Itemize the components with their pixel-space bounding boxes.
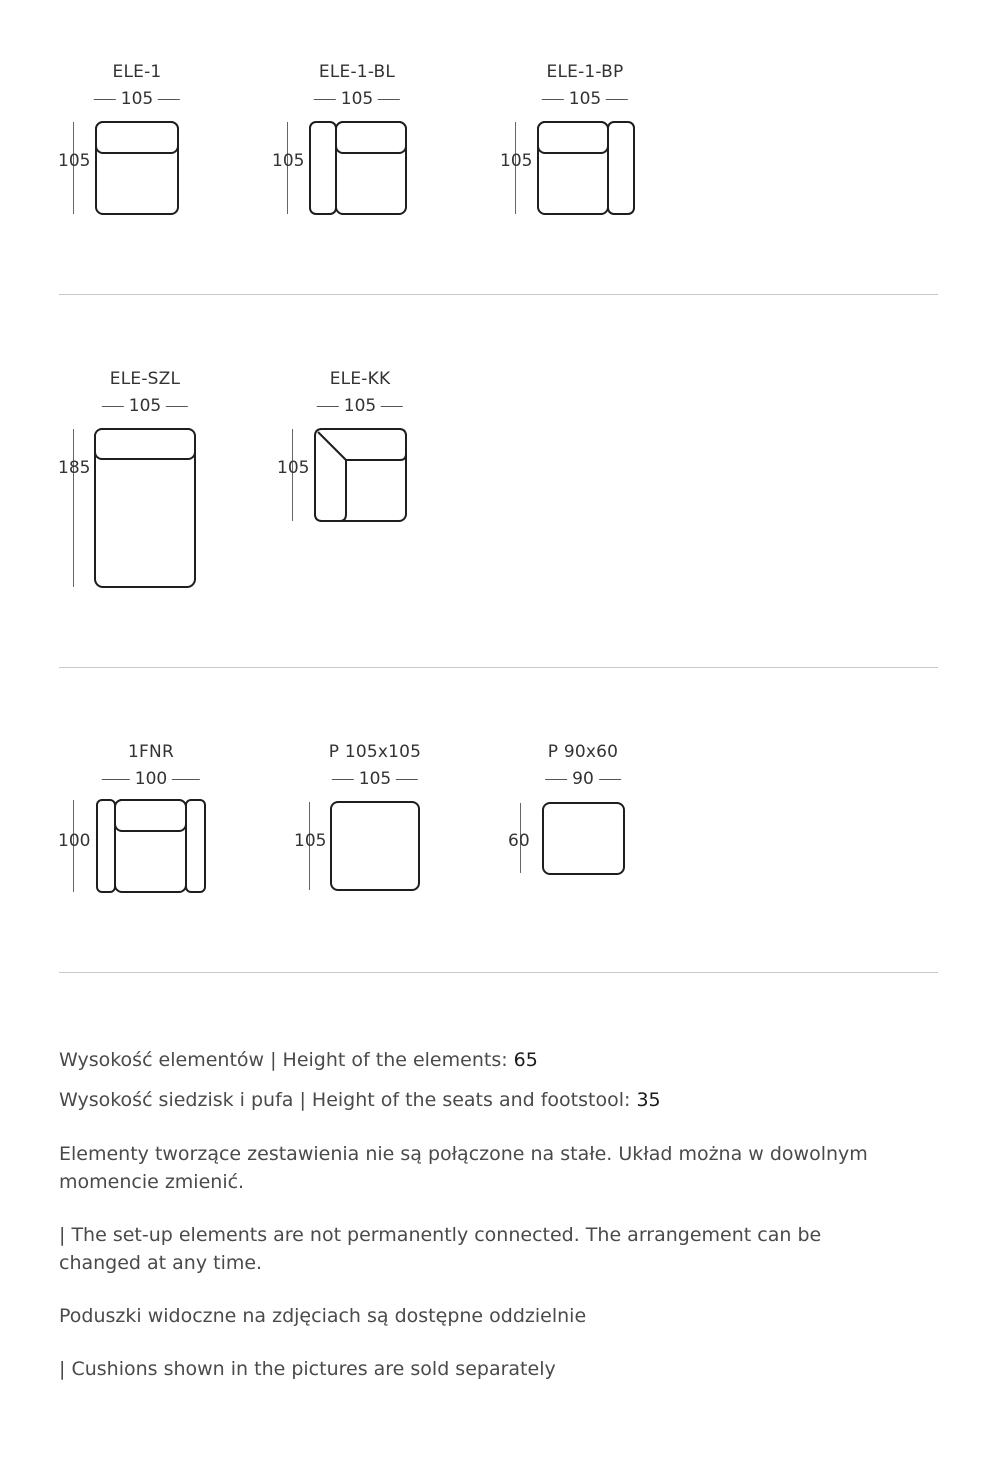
- module-1fnr: [97, 800, 205, 892]
- item-name-ele-1-bp: ELE-1-BP: [546, 62, 624, 82]
- height-seats-line: Wysokość siedzisk i pufa | Height of the seats and footstool: 35: [59, 1089, 661, 1111]
- note-english: | The set-up elements are not permanently connected. The arrangement can be changed at any time.: [59, 1224, 822, 1274]
- module-ele-szl: [95, 429, 195, 587]
- separator-1: [59, 294, 938, 295]
- depth-dimension-ele-1: 105: [58, 151, 91, 171]
- width-dimension-1fnr: 100: [102, 769, 200, 789]
- item-name-p-90x60: P 90x60: [547, 742, 619, 762]
- depth-dimension-p-105x105: 105: [294, 831, 327, 851]
- separator-3: [59, 972, 938, 973]
- cushions-polish: Poduszki widoczne na zdjęciach są dostępne oddzielnie: [59, 1305, 587, 1327]
- separator-2: [59, 667, 938, 668]
- cushions-english: | Cushions shown in the pictures are sold separately: [59, 1358, 556, 1380]
- item-name-ele-1: ELE-1: [112, 62, 162, 82]
- module-ele-1-bl: [310, 122, 406, 214]
- width-dimension-ele-1-bl: 105: [314, 89, 400, 109]
- note-polish: Elementy tworzące zestawienia nie są połączone na stałe. Układ można w dowolnym momencie zmienić.: [59, 1143, 868, 1193]
- depth-dimension-ele-kk: 105: [277, 458, 310, 478]
- seat-height-value: 35: [636, 1089, 661, 1111]
- depth-line-ele-szl: [73, 429, 74, 587]
- item-name-ele-kk: ELE-KK: [329, 369, 391, 389]
- item-name-1fnr: 1FNR: [128, 742, 174, 762]
- height-value: 65: [513, 1049, 538, 1071]
- depth-dimension-p-90x60: 60: [508, 831, 530, 851]
- module-p-105x105: [331, 802, 419, 890]
- height-elements-line: Wysokość elementów | Height of the elements: 65: [59, 1049, 538, 1071]
- width-dimension-ele-kk: 105: [317, 396, 403, 416]
- item-name-ele-1-bl: ELE-1-BL: [318, 62, 396, 82]
- module-ele-1: [96, 122, 178, 214]
- width-dimension-p-90x60: 90: [545, 769, 621, 789]
- width-dimension-ele-1: 105: [94, 89, 180, 109]
- module-ele-1-bp: [538, 122, 634, 214]
- item-name-p-105x105: P 105x105: [328, 742, 422, 762]
- depth-dimension-1fnr: 100: [58, 831, 91, 851]
- width-dimension-ele-1-bp: 105: [542, 89, 628, 109]
- depth-dimension-ele-1-bp: 105: [500, 151, 533, 171]
- depth-dimension-ele-1-bl: 105: [272, 151, 305, 171]
- module-ele-kk: [315, 429, 406, 521]
- width-dimension-ele-szl: 105: [102, 396, 188, 416]
- depth-dimension-ele-szl: 185: [58, 458, 91, 478]
- item-name-ele-szl: ELE-SZL: [109, 369, 181, 389]
- width-dimension-p-105x105: 105: [332, 769, 418, 789]
- module-p-90x60: [543, 803, 624, 874]
